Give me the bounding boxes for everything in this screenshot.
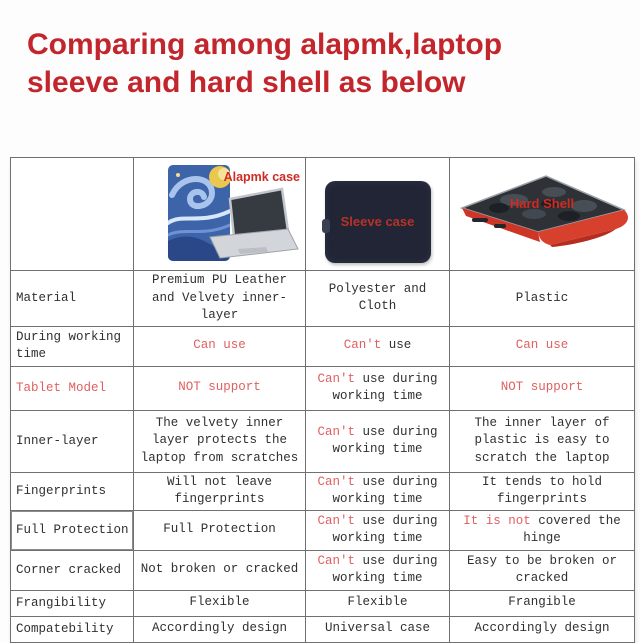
table-cell: [450, 616, 635, 642]
cell-text: Accordingly design: [151, 621, 288, 636]
sleeve-case-label: Sleeve case: [340, 214, 415, 229]
cell-text: The velvety inner layer protects the laptop from scratches: [140, 415, 299, 465]
table-cell: [134, 616, 306, 642]
table-cell: [450, 271, 635, 327]
table-cell: [134, 550, 306, 590]
cell-text: It tends to hold fingerprints: [481, 474, 603, 506]
row-label: Full Protection: [11, 510, 134, 550]
row-label: Material: [11, 271, 134, 327]
cell-text: Plastic: [515, 290, 569, 305]
cell-text: Can use: [515, 338, 569, 353]
table-cell: [306, 366, 450, 410]
table-cell: [306, 410, 450, 472]
table-cell: [134, 590, 306, 616]
cell-text: use during working time: [332, 553, 438, 585]
table-cell: [450, 410, 635, 472]
table-cell: [306, 550, 450, 590]
table-cell: [134, 271, 306, 327]
row-label: Frangibility: [11, 590, 134, 616]
cell-text: Can't: [317, 553, 355, 568]
table-cell: [306, 616, 450, 642]
table-cell: [450, 510, 635, 550]
cell-text: NOT support: [500, 380, 584, 395]
row-label: During working time: [11, 326, 134, 366]
cell-text: NOT support: [178, 380, 261, 395]
table-cell: [306, 590, 450, 616]
cell-text: Can't: [343, 338, 382, 353]
table-cell: [134, 472, 306, 510]
row-label: Inner-layer: [11, 410, 134, 472]
table-row: [11, 590, 635, 616]
table-cell: [134, 510, 306, 550]
header-empty-cell: [11, 158, 134, 271]
cell-text: Easy to be broken or cracked: [466, 553, 618, 585]
table-row: [11, 271, 635, 327]
cell-text: use during working time: [332, 474, 438, 506]
cell-text: use during working time: [332, 513, 438, 545]
table-cell: [306, 271, 450, 327]
product-hardshell-cell: [450, 158, 635, 271]
row-label: Tablet Model: [11, 366, 134, 410]
product-header-row: [11, 158, 635, 271]
cell-text: Full Protection: [163, 522, 276, 537]
hard-shell-image: [450, 158, 634, 270]
table-cell: [450, 326, 635, 366]
cell-text: Accordingly design: [474, 621, 610, 636]
alapmk-case-label: Alapmk case: [223, 170, 300, 184]
table-cell: [306, 510, 450, 550]
cell-text: Premium PU Leather and Velvety inner-layer: [151, 273, 288, 322]
page-title: [27, 26, 607, 102]
cell-text: Can't: [317, 424, 355, 439]
cell-text: Flexible: [347, 595, 408, 610]
sleeve-case-image: [325, 181, 431, 263]
table-cell: [134, 410, 306, 472]
table-row: [11, 410, 635, 472]
table-cell: [450, 550, 635, 590]
title-line-2: sleeve and hard shell as below: [27, 66, 466, 100]
cell-text: Frangible: [508, 595, 576, 610]
cell-text: Can't: [317, 371, 355, 386]
table-row: [11, 326, 635, 366]
table-row: [11, 472, 635, 510]
table-cell: [450, 366, 635, 410]
cell-text: Can't: [317, 513, 355, 528]
row-label: Fingerprints: [11, 472, 134, 510]
table-cell: [134, 366, 306, 410]
cell-text: Can use: [193, 338, 246, 353]
table-cell: [450, 472, 635, 510]
product-alapmk-cell: [134, 158, 306, 271]
cell-text: Universal case: [324, 621, 431, 636]
alapmk-case-image: [134, 158, 305, 270]
zipper-icon: [322, 219, 330, 233]
cell-text: It is not: [463, 513, 531, 528]
title-line-1: Comparing among alapmk,laptop: [27, 28, 503, 61]
hard-shell-laptop-graphic: [454, 162, 630, 266]
cell-text: covered the hinge: [523, 513, 621, 545]
table-cell: [134, 326, 306, 366]
cell-text: Can't: [317, 474, 355, 489]
table-cell: [450, 590, 635, 616]
cell-text: The inner layer of plastic is easy to scratch the laptop: [474, 415, 610, 465]
table-cell: [306, 326, 450, 366]
table-cell: [306, 472, 450, 510]
table-row: [11, 550, 635, 590]
cell-text: Not broken or cracked: [140, 562, 299, 577]
table-row: [11, 616, 635, 642]
cell-text: use: [381, 338, 412, 353]
cell-text: Flexible: [189, 595, 250, 610]
table-row: [11, 366, 635, 410]
table-row: [11, 510, 635, 550]
cell-text: Polyester and Cloth: [328, 281, 427, 314]
cell-text: Will not leave fingerprints: [166, 474, 273, 506]
row-label: Compatebility: [11, 616, 134, 642]
comparison-table: [10, 157, 635, 643]
product-sleeve-cell: [306, 158, 450, 271]
cell-text: use during working time: [332, 371, 438, 403]
row-label: Corner cracked: [11, 550, 134, 590]
cell-text: use during working time: [332, 424, 438, 456]
hard-shell-label: Hard Shell: [509, 196, 575, 211]
